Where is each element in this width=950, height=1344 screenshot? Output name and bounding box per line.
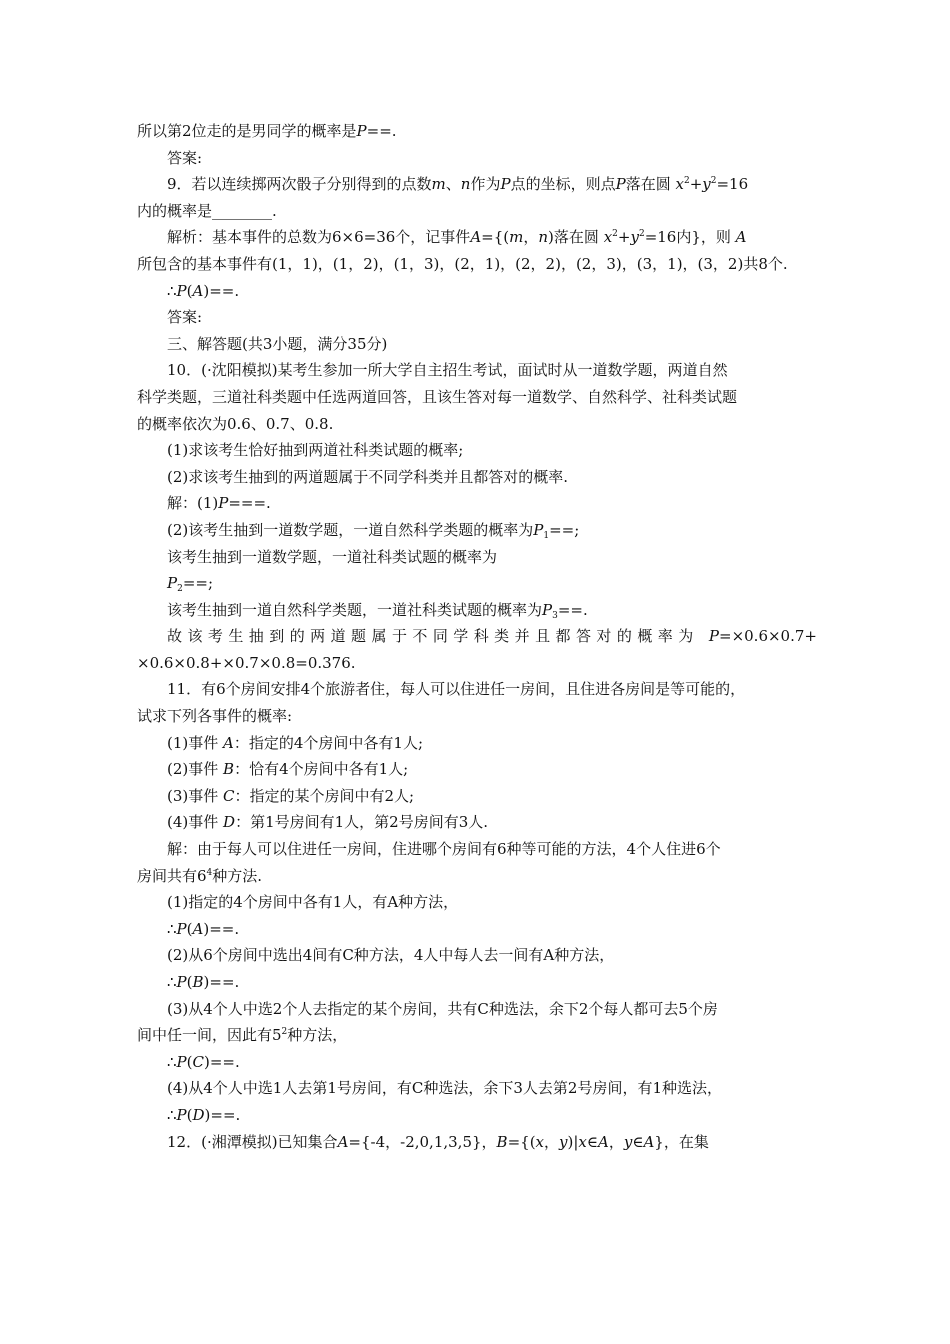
solution-line: 该考生抽到一道自然科学类题，一道社科类试题的概率为$P_3==$. — [167, 600, 588, 621]
sub-question: (2)事件 B：恰有4个房间中各有1人; — [167, 760, 409, 779]
formula-line: ∴P(A)==. — [167, 919, 240, 938]
text-line: 所以第2位走的是男同学的概率是P==. — [137, 122, 397, 140]
question-10: 10．(·沈阳模拟)某考生参加一所大学自主招生考试，面试时从一道数学题，两道自然 — [167, 361, 728, 380]
formula-line: ∴P(A)==. — [167, 281, 240, 300]
solution-line: (2)从6个房间中选出4间有C种方法，4人中每人去一间有A种方法， — [167, 946, 615, 965]
question-12: 12．(·湘潭模拟)已知集合A={-4，-2,0,1,3,5}，B={(x，y)|x∈A，y∈A}，在集 — [167, 1132, 709, 1151]
solution-line: (2)该考生抽到一道数学题，一道自然科学类题的概率为$P_1==$; — [167, 520, 580, 541]
solution-line: 解：由于每人可以住进任一房间，住进哪个房间有6种等可能的方法，4个人住进6个 — [167, 840, 721, 859]
solution-line: 故该考生抽到的两道题属于不同学科类并且都答对的概率为 P=×0.6×0.7+ — [167, 627, 817, 646]
sub-question: (4)事件 D：第1号房间有1人，第2号房间有3人. — [167, 813, 489, 832]
solution-line: 该考生抽到一道数学题，一道社科类试题的概率为 — [167, 547, 498, 566]
answer-label: 答案: — [167, 148, 203, 167]
formula-line: ∴P(C)==. — [167, 1052, 240, 1071]
formula-line: ∴P(D)==. — [167, 1105, 241, 1124]
solution-line: (3)从4个人中选2个人去指定的某个房间，共有C种选法，余下2个每人都可去5个房 — [167, 999, 718, 1018]
sub-question: (1)事件 A：指定的4个房间中各有1人; — [167, 733, 424, 752]
text-line: 所包含的基本事件有(1，1)，(1，2)，(1，3)，(2，1)，(2，2)，(2，3)，(3，1)，(3，2)共8个. — [137, 254, 788, 273]
solution-line: 解：(1)P===. — [167, 494, 271, 513]
text-line: 内的概率是________. — [137, 201, 277, 220]
text-line: ×0.6×0.8+×0.7×0.8=0.376. — [137, 653, 356, 672]
text-line: 房间共有$6^4$种方法. — [137, 866, 263, 885]
text-line: 间中任一间，因此有$5^2$种方法， — [137, 1026, 348, 1045]
document-body — [137, 118, 817, 1155]
text-line: 的概率依次为0.6、0.7、0.8. — [137, 414, 334, 433]
formula-line: $P_2==$; — [167, 574, 214, 595]
text-line: 试求下列各事件的概率: — [137, 707, 293, 726]
answer-label: 答案: — [167, 308, 203, 327]
analysis-line: 解析：基本事件的总数为6×6=36个，记事件A={(m，n)落在圆 $x^2+y^2=16$内}，则 A — [167, 228, 747, 247]
question-9: 9．若以连续掷两次骰子分别得到的点数m、n作为P点的坐标，则点P落在圆 $x^2+y^2=16$ — [167, 175, 749, 194]
text-line: 科学类题，三道社科类题中任选两道回答，且该生答对每一道数学、自然科学、社科类试题 — [137, 387, 738, 406]
sub-question: (1)求该考生恰好抽到两道社科类试题的概率; — [167, 441, 464, 460]
formula-line: ∴P(B)==. — [167, 973, 240, 991]
section-heading: 三、解答题(共3小题，满分35分) — [167, 334, 388, 353]
sub-question: (3)事件 C：指定的某个房间中有2人; — [167, 786, 415, 805]
question-11: 11．有6个房间安排4个旅游者住，每人可以住进任一房间，且住进各房间是等可能的， — [167, 680, 746, 699]
solution-line: (1)指定的4个房间中各有1人，有A种方法， — [167, 893, 459, 912]
solution-line: (4)从4个人中选1人去第1号房间，有C种选法，余下3人去第2号房间，有1种选法， — [167, 1079, 722, 1098]
sub-question: (2)求该考生抽到的两道题属于不同学科类并且都答对的概率. — [167, 467, 569, 486]
